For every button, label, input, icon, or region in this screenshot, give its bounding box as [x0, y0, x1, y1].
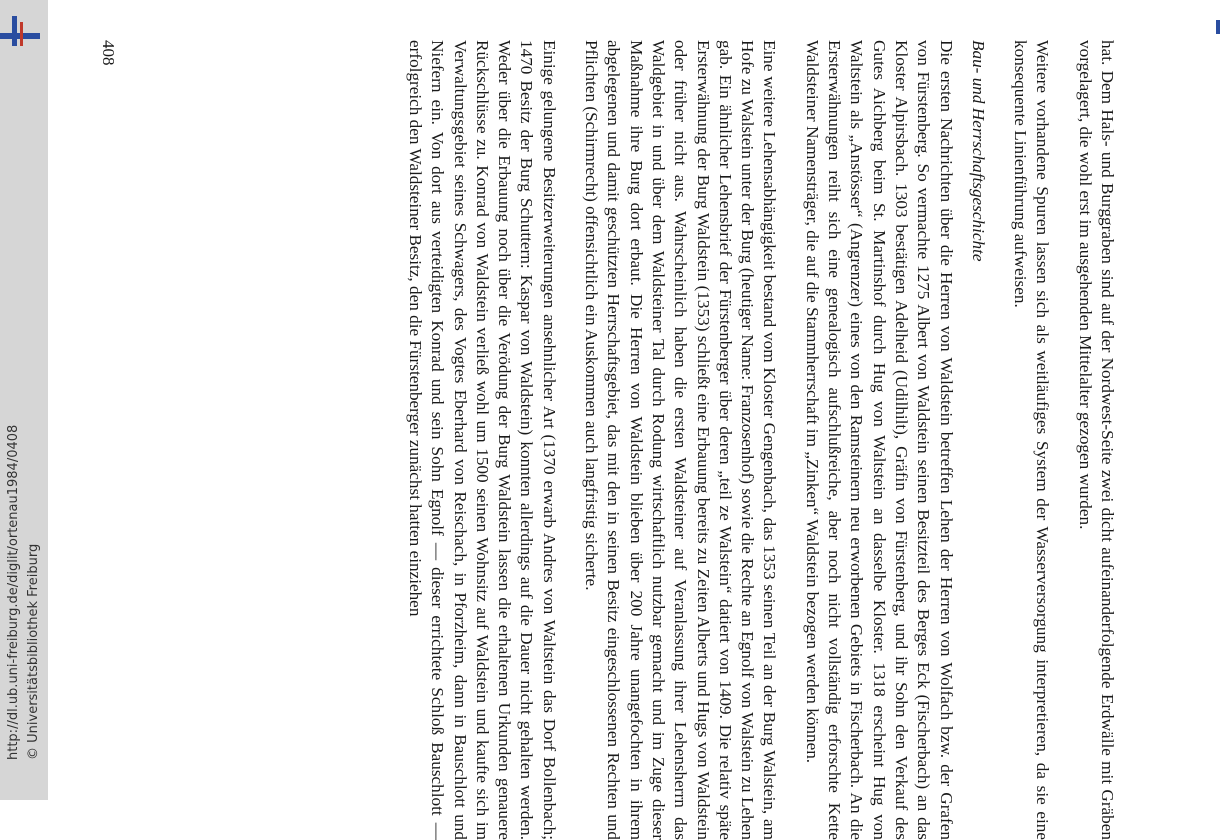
source-url[interactable]: http://dl.ub.uni-freiburg.de/diglit/ortenau1984/0408 — [6, 424, 21, 760]
paragraph-5: Einige gelungene Besitzerweiterungen ansehnlicher Art (1370 erwarb Andres von Waltstein das Dorf Bollenbach; 1470 Besitz der Burg Schuttern: Kaspar von Waldstein) konnten allerdings auf die Dauer nicht gehalten werden. Weder über die Erbauung noch über die Verödung der Burg Waldstein lassen die erhaltenen Urkunden genauere Rückschlüsse zu. Konrad von Waldstein verließ wohl um 1500 seinen Wohnsitz auf Waldstein und kaufte sich im Verwaltungsgebiet seines Schwagers, des Vogtes Eberhard von Reischach, in Pforzheim, dann in Bauschlott und Niefern ein. Von dort aus verteidigten Konrad und sein Sohn Egnolf — dieser errichtete Schloß Bauschlott — erfolgreich den Waldsteiner Besitz, den die Fürstenberger zunächst hatten einziehen — [405, 40, 559, 840]
scan-credit — [4, 0, 48, 800]
document-page — [99, 40, 1118, 840]
scan-marker-icon — [1216, 20, 1220, 34]
paragraph-2: Weitere vorhandene Spuren lassen sich als weitläufiges System der Wasserversorgung interpretieren, da sie eine konsequente Linienführung aufweisen. — [1011, 40, 1053, 840]
copyright-notice: © Universitätsbibliothek Freiburg — [26, 543, 41, 760]
paragraph-3: Die ersten Nachrichten über die Herren von Waldstein betreffen Lehen der Herren von Wolfach bzw. der Grafen von Fürstenberg. So vermachte 1275 Albert von Waldstein seinen Besitzteil des Berges Eck (Fischerbach) an das Kloster Alpirsbach. 1303 bestätigen Adelheid (Udilhilt), Gräfin von Fürstenberg, und ihr Sohn den Verkauf des Gutes Aichberg beim St. Martinshof durch Hug von Waltstein an dasselbe Kloster. 1318 erscheint Hug von Waltstein als „Anstösser“ (Angrenzer) eines von den Ramsteinern neu erworbenen Gebiets in Fischerbach. An die Ersterwähnungen reiht sich eine genealogisch aufschlußreiche, aber noch nicht vollständig erforschte Kette Waldsteiner Namensträger, die auf die Stammherrschaft im „Zinken“ Waldstein bezogen werden können. — [802, 40, 956, 840]
section-heading: Bau- und Herrschaftsgeschichte — [968, 40, 988, 262]
paragraph-1: hat. Dem Hals- und Burggraben sind auf der Nordwest-Seite zwei dicht aufeinanderfolgende Erdwälle mit Gräben vorgelagert, die wohl erst im ausgehenden Mittelalter gezogen wurden. — [1075, 40, 1117, 840]
paragraph-4: Eine weitere Lehensabhängigkeit bestand vom Kloster Gengenbach, das 1353 seinen Teil an der Burg Walstein, am Hofe zu Walstein unter der Burg (heutiger Name: Franzosenhof) sowie die Rechte an Egnolf von Walstein zu Lehen gab. Ein ähnlicher Lehensbrief der Fürstenberger über deren „teil ze Walstein“ datiert von 1409. Die relativ späte Ersterwähnung der Burg Waldstein (1353) schließt eine Erbauung bereits zu Zeiten Alberts und Hugs von Waldstein oder früher nicht aus. Wahrscheinlich haben die ersten Waldsteiner auf Veranlassung ihrer Lehensherrn das Waldgebiet in und über dem Waldsteiner Tal durch Rodung wirtschaftlich nutzbar gemacht und im Zuge dieser Maßnahme ihre Burg dort erbaut. Die Herren von Waldstein blieben über 200 Jahre unangefochten in ihrem abgelegenen und damit geschützten Herrschaftsgebiet, das mit den in seinen Besitz eingeschlossenen Rechten und Pflichten (Schirmrecht) offensichtlich ein Auskommen auch langfristig sicherte. — [582, 40, 780, 840]
page-number: 408 — [99, 40, 118, 66]
